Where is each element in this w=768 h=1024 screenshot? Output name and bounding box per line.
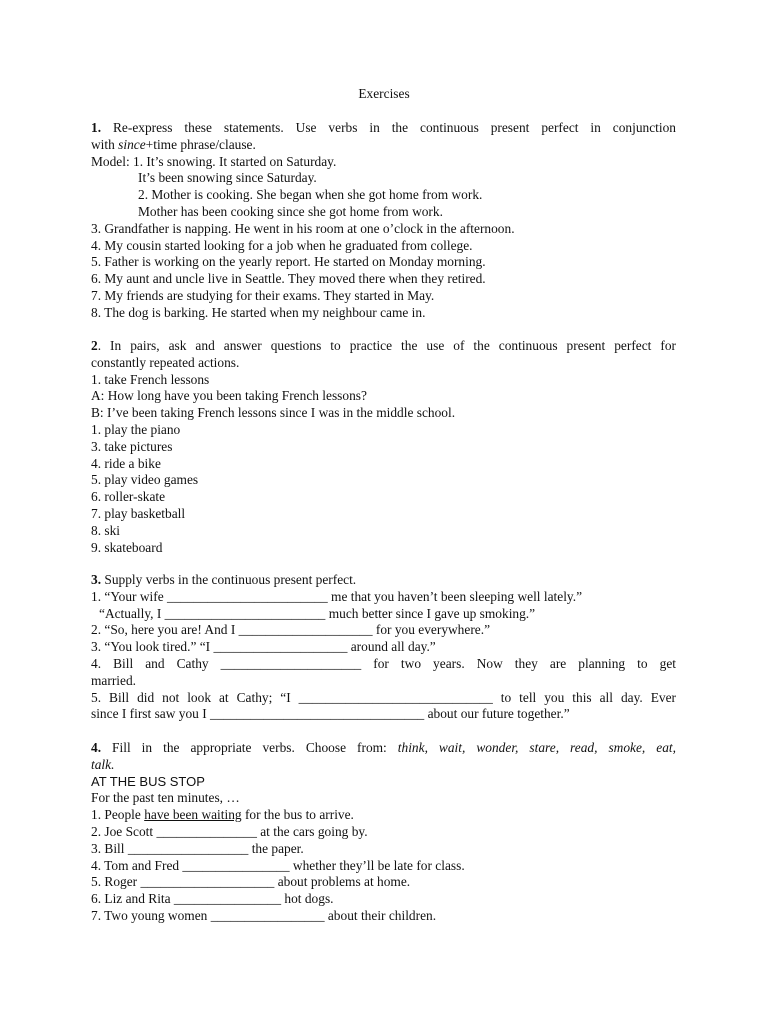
fill-in-line: “Actually, I ________________________ much better since I gave up smoking.” (99, 605, 536, 621)
list-item: 8. The dog is barking. He started when my neighbour came in. (91, 304, 426, 320)
example-item: 1. take French lessons (91, 371, 210, 387)
since-keyword: since (118, 136, 146, 152)
fill-in-line: 3. “You look tired.” “I ____________________ around all day.” (91, 639, 436, 655)
model-sentence-1: Model: 1. It’s snowing. It started on Saturday. (91, 153, 337, 169)
section-heading: AT THE BUS STOP (91, 773, 205, 789)
model-sentence-2: 2. Mother is cooking. She began when she got home from work. (138, 187, 483, 203)
exercise-3-instructions: 3. Supply verbs in the continuous present perfect. (91, 572, 357, 587)
list-item: 7. play basketball (91, 505, 186, 521)
list-item: 4. ride a bike (91, 455, 161, 471)
list-item: 9. skateboard (91, 539, 163, 555)
list-item: 1. play the piano (91, 421, 181, 437)
list-item: 2. Joe Scott _______________ at the cars going by. (91, 823, 368, 839)
list-item: 4. Tom and Fred ________________ whether they’ll be late for class. (91, 857, 465, 873)
page-title: Exercises (358, 86, 410, 101)
list-item: 3. take pictures (91, 438, 173, 454)
exercise-1-instructions: 1. Re-express these statements. Use verbs in the continuous present perfect in conjunction (91, 120, 676, 135)
fill-in-line: 5. Bill did not look at Cathy; “I _____________________________ to tell you this all day. Ever (91, 689, 676, 705)
list-item: 3. Grandfather is napping. He went in his room at one o’clock in the afternoon. (91, 220, 515, 236)
list-item: 7. My friends are studying for their exams. They started in May. (91, 287, 435, 303)
verb-choices-cont: talk. (91, 756, 115, 772)
exercise-2-instructions-cont: constantly repeated actions. (91, 354, 240, 370)
list-item: 6. My aunt and uncle live in Seattle. They moved there when they retired. (91, 271, 486, 287)
list-item: 1. People have been waiting for the bus to arrive. (91, 807, 354, 823)
dialogue-line-b: B: I’ve been taking French lessons since I was in the middle school. (91, 405, 456, 421)
example-answer: have been waiting (144, 807, 242, 823)
dialogue-line-a: A: How long have you been taking French lessons? (91, 388, 367, 404)
model-answer-1: It’s been snowing since Saturday. (138, 170, 317, 186)
fill-in-line-cont: since I first saw you I ________________________________ about our future together.” (91, 706, 570, 722)
list-item: 8. ski (91, 522, 121, 538)
intro-line: For the past ten minutes, … (91, 790, 240, 806)
exercise-3 (91, 572, 676, 723)
list-item: 5. Father is working on the yearly report. He started on Monday morning. (91, 254, 486, 270)
list-item: 6. roller-skate (91, 489, 166, 505)
fill-in-line: 1. “Your wife ________________________ me that you haven’t been sleeping well lately.” (91, 588, 583, 604)
fill-in-line-cont: married. (91, 672, 136, 688)
list-item: 4. My cousin started looking for a job when he graduated from college. (91, 237, 473, 253)
exercise-2-instructions: 2. In pairs, ask and answer questions to practice the use of the continuous present perfect for (91, 338, 676, 353)
verb-choices: think, wait, wonder, stare, read, smoke, eat, (397, 740, 676, 755)
fill-in-line: 4. Bill and Cathy _____________________ for two years. Now they are planning to get (91, 655, 676, 671)
exercise-4 (91, 740, 676, 925)
exercise-2 (91, 338, 676, 556)
exercise-4-instructions: 4. Fill in the appropriate verbs. Choose from: think, wait, wonder, stare, read, smoke, eat, (91, 740, 676, 755)
exercise-2-number: 2 (91, 338, 98, 353)
list-item: 3. Bill __________________ the paper. (91, 840, 304, 856)
exercise-1 (91, 120, 676, 322)
list-item: 6. Liz and Rita ________________ hot dogs. (91, 891, 334, 907)
fill-in-line: 2. “So, here you are! And I ____________________ for you everywhere.” (91, 622, 491, 638)
list-item: 7. Two young women _________________ about their children. (91, 907, 437, 923)
model-answer-2: Mother has been cooking since she got home from work. (138, 203, 443, 219)
exercise-3-number: 3. (91, 572, 102, 587)
exercise-4-number: 4. (91, 740, 102, 755)
exercise-1-number: 1. (91, 120, 102, 135)
list-item: 5. play video games (91, 472, 199, 488)
list-item: 5. Roger ____________________ about problems at home. (91, 874, 411, 890)
exercise-1-instructions-cont: with since+time phrase/clause. (91, 136, 256, 152)
